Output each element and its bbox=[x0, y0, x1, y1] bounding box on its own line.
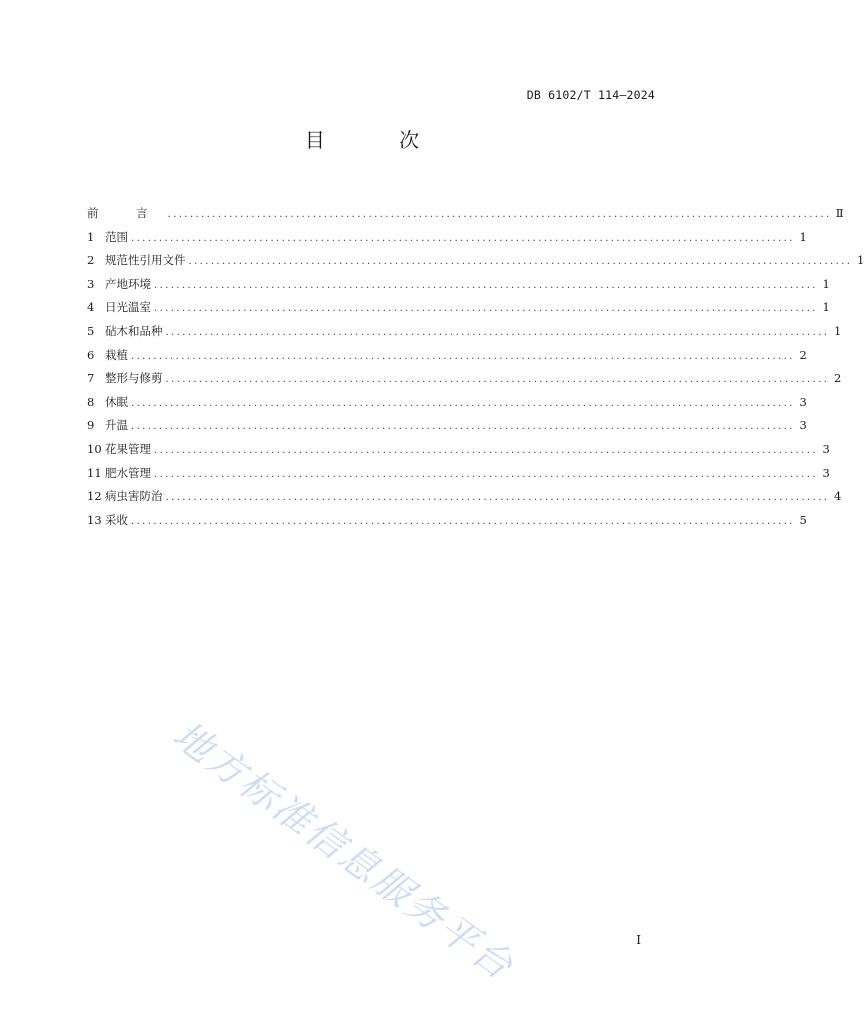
toc-item[interactable] bbox=[87, 488, 842, 512]
toc-item-number: 12 bbox=[87, 489, 102, 504]
toc-item-page: 2 bbox=[834, 371, 842, 386]
toc-item-number: 4 bbox=[87, 300, 95, 315]
toc-item-foreword[interactable] bbox=[87, 205, 844, 229]
toc-leader-dots: ....................................................................................................................... bbox=[154, 444, 818, 456]
toc-leader-dots: ....................................................................................................................... bbox=[131, 350, 795, 362]
toc-item-number: 1 bbox=[87, 229, 95, 244]
toc-leader-dots: ....................................................................................................................... bbox=[165, 492, 830, 504]
toc-item-number: 13 bbox=[87, 512, 102, 527]
toc-item[interactable] bbox=[87, 417, 807, 441]
toc-item-page: 1 bbox=[834, 323, 842, 338]
toc-item-page: 3 bbox=[799, 418, 807, 433]
toc-item[interactable] bbox=[87, 276, 830, 300]
toc-item-label: 采收 bbox=[105, 512, 128, 527]
page-title: 目 次 bbox=[304, 128, 454, 152]
toc-item-number: 10 bbox=[87, 441, 102, 456]
toc-item-label: 休眠 bbox=[105, 394, 128, 409]
toc-item-label: 规范性引用文件 bbox=[105, 253, 186, 268]
toc-item-label: 升温 bbox=[105, 418, 128, 433]
toc-item-page: 4 bbox=[834, 489, 842, 504]
toc-item-page: 3 bbox=[822, 465, 830, 480]
toc-item-page: 3 bbox=[799, 394, 807, 409]
toc-item-label: 产地环境 bbox=[105, 276, 151, 291]
toc-item-page: 3 bbox=[822, 441, 830, 456]
toc-leader-dots: ....................................................................................................................... bbox=[131, 232, 795, 244]
toc-leader-dots: ....................................................................................................................... bbox=[165, 374, 830, 386]
toc-item-label: 整形与修剪 bbox=[105, 371, 163, 386]
toc-item[interactable] bbox=[87, 347, 807, 371]
toc-item-number: 8 bbox=[87, 394, 95, 409]
toc-leader-dots: ....................................................................................................................... bbox=[165, 326, 830, 338]
toc-item-page: 1 bbox=[822, 276, 830, 291]
toc-leader-dots: ....................................................................................................................... bbox=[167, 209, 832, 220]
toc-leader-dots: ....................................................................................................................... bbox=[131, 515, 795, 527]
toc-item[interactable] bbox=[87, 512, 807, 536]
toc-item-page: 1 bbox=[822, 300, 830, 315]
toc-leader-dots: ....................................................................................................................... bbox=[131, 397, 795, 409]
toc-item[interactable] bbox=[87, 370, 842, 394]
toc-item[interactable] bbox=[87, 394, 807, 418]
toc-item-page: 1 bbox=[857, 253, 864, 268]
toc-item-label: 栽植 bbox=[105, 347, 128, 362]
toc-leader-dots: ....................................................................................................................... bbox=[131, 421, 795, 433]
toc-item-number: 11 bbox=[87, 465, 102, 480]
toc-item-label: 日光温室 bbox=[105, 300, 151, 315]
toc-item[interactable] bbox=[87, 323, 842, 347]
toc-item-label: 砧木和品种 bbox=[105, 323, 163, 338]
table-of-contents bbox=[87, 205, 864, 535]
toc-leader-dots: ....................................................................................................................... bbox=[188, 256, 853, 268]
toc-item[interactable] bbox=[87, 441, 830, 465]
toc-item-page: 1 bbox=[799, 229, 807, 244]
toc-item-page: 2 bbox=[799, 347, 807, 362]
toc-item-label: 病虫害防治 bbox=[105, 489, 163, 504]
toc-item-label: 肥水管理 bbox=[105, 465, 151, 480]
toc-leader-dots: ....................................................................................................................... bbox=[154, 303, 818, 315]
toc-item-number: 7 bbox=[87, 371, 95, 386]
toc-item[interactable] bbox=[87, 465, 830, 489]
toc-item[interactable] bbox=[87, 229, 807, 253]
toc-item-number: 5 bbox=[87, 323, 95, 338]
toc-item[interactable] bbox=[87, 299, 830, 323]
toc-item-label: 范围 bbox=[105, 229, 128, 244]
toc-item-number: 3 bbox=[87, 276, 95, 291]
toc-item[interactable] bbox=[87, 252, 864, 276]
toc-leader-dots: ....................................................................................................................... bbox=[154, 279, 818, 291]
toc-item-label: 前 言 bbox=[87, 206, 165, 220]
watermark: 地方标准信息服务平台 bbox=[165, 712, 523, 990]
toc-item-label: 花果管理 bbox=[105, 441, 151, 456]
toc-item-page: 5 bbox=[799, 512, 807, 527]
toc-item-number: 2 bbox=[87, 253, 95, 268]
toc-item-number: 6 bbox=[87, 347, 95, 362]
toc-item-number: 9 bbox=[87, 418, 95, 433]
toc-leader-dots: ....................................................................................................................... bbox=[154, 468, 818, 480]
document-code: DB 6102/T 114—2024 bbox=[526, 88, 655, 102]
page-number: I bbox=[636, 933, 641, 947]
toc-item-page: Ⅱ bbox=[835, 206, 844, 220]
